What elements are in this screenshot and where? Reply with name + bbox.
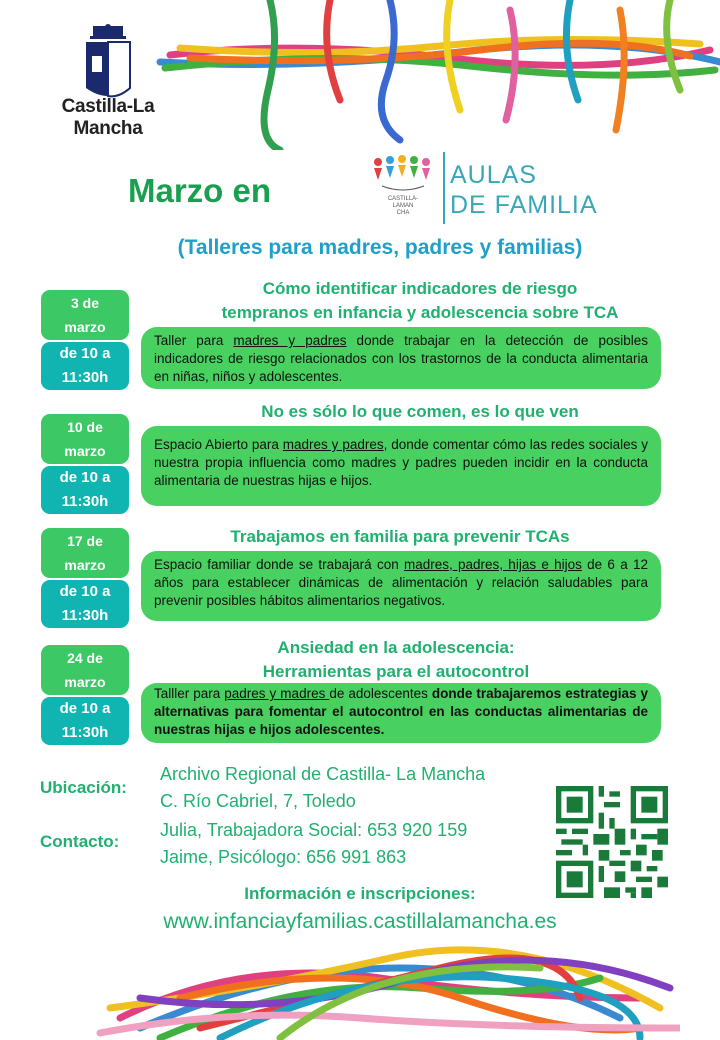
contact-label: Contacto:: [40, 832, 120, 851]
session-title: No es sólo lo que comen, es lo que ven: [261, 402, 579, 421]
contact-info: Julia, Trabajadora Social: 653 920 159 Jaime, Psicólogo: 656 991 863: [160, 820, 468, 867]
session-description: Taller para madres y padres donde trabajar en la detección de posibles indicadores de riesgo relacionados con los trastornos de la conducta alimentaria en niñas, niños y adolescentes.: [141, 327, 661, 389]
aulas-divider: [443, 152, 445, 224]
session-title: Cómo identificar indicadores de riesgo tempranos en infancia y adolescencia sobre TCA: [221, 279, 619, 322]
session-time: de 10 a 11:30h: [41, 697, 129, 745]
session-date: 24 de marzo: [41, 645, 129, 695]
location-info: Archivo Regional de Castilla- La Mancha C. Río Cabriel, 7, Toledo: [160, 764, 486, 811]
noodles-decoration-icon: [150, 0, 720, 150]
session-title: Ansiedad en la adolescencia: Herramientas para el autocontrol: [262, 638, 530, 681]
aulas-title: AULAS DE FAMILIA: [450, 161, 598, 219]
website-link[interactable]: www.infanciayfamilias.castillalamancha.es: [163, 910, 557, 933]
noodles-decoration-icon: [80, 938, 680, 1040]
session-time: de 10 a 11:30h: [41, 580, 129, 628]
month-title: Marzo en: [128, 172, 272, 209]
session-title: Trabajamos en familia para prevenir TCAs: [230, 527, 570, 546]
session-date: 17 de marzo: [41, 528, 129, 578]
session-date: 3 de marzo: [41, 290, 129, 340]
session-description: Espacio Abierto para madres y padres, donde comentar cómo las redes sociales y nuestra propia influencia como madres y padres pueden incidir en la conducta alimentaria de nuestras hijas e hijos.: [141, 426, 661, 506]
info-label: Información e inscripciones:: [244, 884, 476, 903]
session-description: Talller para padres y madres de adolescentes donde trabajaremos estrategias y alternativas para fomentar el autocontrol en las conductas alimentarias de nuestras hijas e hijos adolescentes.: [141, 683, 661, 743]
location-label: Ubicación:: [40, 778, 127, 797]
session-description: Espacio familiar donde se trabajará con madres, padres, hijas e hijos de 6 a 12 años para establecer dinámicas de alimentación y relación saludables para prevenir posibles hábitos alimentarios negativos.: [141, 551, 661, 621]
qr-code-icon[interactable]: [556, 786, 668, 898]
logo-text: Castilla-La Mancha: [61, 96, 155, 139]
subtitle: (Talleres para madres, padres y familias): [177, 236, 583, 259]
aulas-mini-text: CASTILLA- LAMAN CHA: [387, 196, 419, 216]
session-time: de 10 a 11:30h: [41, 466, 129, 514]
session-date: 10 de marzo: [41, 414, 129, 464]
session-time: de 10 a 11:30h: [41, 342, 129, 390]
